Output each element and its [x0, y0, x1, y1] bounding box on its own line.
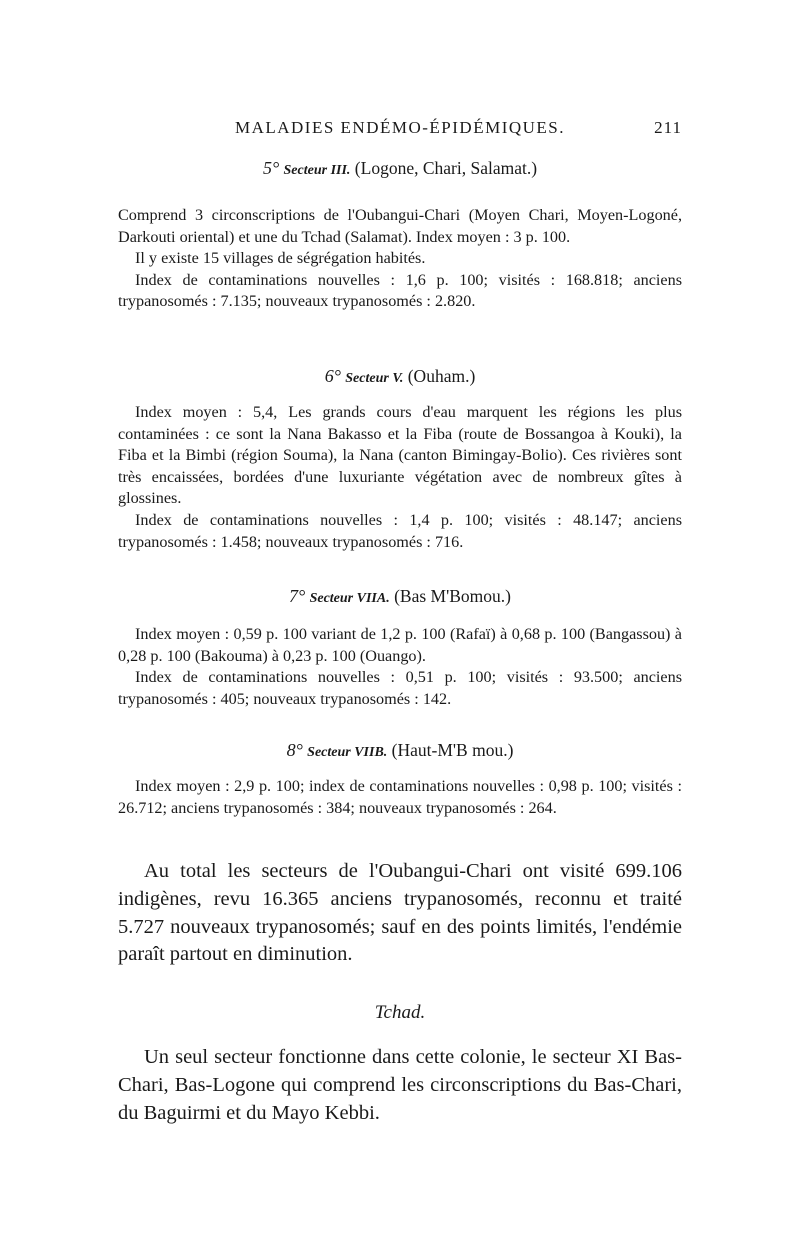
running-head [118, 118, 682, 140]
section-number: 6° [324, 366, 341, 386]
section-heading-6 [118, 366, 682, 387]
paragraph: Comprend 3 circonscriptions de l'Oubangui-Chari (Moyen Chari, Moyen-Logoné, Darkouti oriental) et une du Tchad (Salamat). Index moyen : 3 p. 100. [118, 206, 682, 246]
section-heading-8 [118, 740, 682, 761]
paragraph: Il y existe 15 villages de ségrégation habités. [135, 249, 426, 268]
paragraph: Index de contaminations nouvelles : 0,51 p. 100; visités : 93.500; anciens trypanosomés : 405; nouveaux trypanosomés : 142. [118, 668, 682, 708]
section-regions: (Haut-M'B mou.) [391, 740, 514, 760]
section-heading-7 [118, 586, 682, 607]
section-regions: (Ouham.) [407, 366, 476, 386]
section-label: Secteur V. [345, 371, 404, 386]
section-regions: (Logone, Chari, Salamat.) [354, 158, 538, 178]
section-number: 5° [262, 158, 280, 178]
section-label: Secteur III. [283, 163, 351, 178]
paragraph: Index moyen : 5,4, Les grands cours d'eau marquent les régions les plus contaminées : ce sont la Nana Bakasso et la Fiba (route de Bossangoa à Kouki), la Fiba et la Bimbi (région Souma), la Nana (canton Bimingay-Bolio). Ces rivières sont très encaissées, bordées d'une luxuriante végétation avec de nombreux gîtes à glossines. [118, 403, 682, 508]
section-label: Secteur VIIA. [309, 591, 390, 606]
paragraph: Index moyen : 0,59 p. 100 variant de 1,2 p. 100 (Rafaï) à 0,68 p. 100 (Bangassou) à 0,28 p. 100 (Bakouma) à 0,23 p. 100 (Ouango). [118, 625, 682, 665]
section-number: 8° [286, 740, 303, 760]
section-heading-5 [118, 158, 682, 179]
summary-paragraph: Au total les secteurs de l'Oubangui-Chari ont visité 699.106 indigènes, revu 16.365 anciens trypanosomés, reconnu et traité 5.727 nouveaux trypanosomés; sauf en des points limités, l'endémie paraît partout en diminution. [118, 860, 682, 966]
section-body-8 [118, 776, 682, 819]
section-number: 7° [289, 586, 306, 606]
paragraph: Index de contaminations nouvelles : 1,4 p. 100; visités : 48.147; anciens trypanosomés : 1.458; nouveaux trypanosomés : 716. [118, 510, 682, 551]
section-regions: (Bas M'Bomou.) [394, 586, 511, 606]
colony-heading: Tchad. [374, 1002, 426, 1023]
section-body-6 [118, 402, 682, 553]
colony-paragraph: Un seul secteur fonctionne dans cette colonie, le secteur XI Bas-Chari, Bas-Logone qui comprend les circonscriptions du Bas-Chari, du Baguirmi et du Mayo Kebbi. [118, 1046, 682, 1124]
colony-block [118, 1044, 682, 1127]
running-title: MALADIES ENDÉMO-ÉPIDÉMIQUES. [234, 118, 566, 137]
summary-block [118, 858, 682, 969]
paragraph: Index de contaminations nouvelles : 1,6 p. 100; visités : 168.818; anciens trypanosomés : 7.135; nouveaux trypanosomés : 2.820. [118, 270, 682, 311]
section-body-7 [118, 624, 682, 710]
page-number: 211 [654, 118, 682, 137]
section-label: Secteur VIIB. [307, 745, 388, 760]
paragraph: Index moyen : 2,9 p. 100; index de contaminations nouvelles : 0,98 p. 100; visités : 26.712; anciens trypanosomés : 384; nouveaux trypanosomés : 264. [118, 777, 682, 817]
section-body-5 [118, 205, 682, 313]
